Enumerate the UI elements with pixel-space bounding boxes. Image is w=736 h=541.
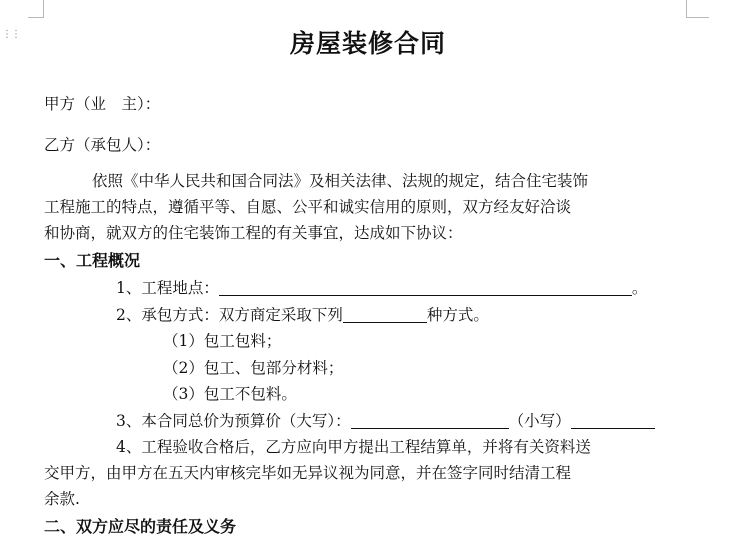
contract-method-blank[interactable] [343, 306, 427, 323]
item-2 [116, 304, 489, 326]
item-4-line-2: 交甲方，由甲方在五天内审核完毕如无异议视为同意，并在签字同时结清工程 [44, 464, 572, 482]
intro-line-3: 和协商，就双方的住宅装饰工程的有关事宜，达成如下协议： [44, 224, 463, 242]
item-3-prefix: 3、本合同总价为预算价（大写）： [116, 412, 351, 430]
option-1: （1）包工包料； [163, 332, 282, 350]
item-2-prefix: 2、承包方式：双方商定采取下列 [116, 306, 343, 324]
item-2-suffix: 种方式。 [426, 306, 489, 324]
intro-line-1: 依照《中华人民共和国合同法》及相关法律、法规的规定，结合住宅装饰 [92, 172, 589, 190]
item-4-line-3: 余款. [44, 490, 80, 508]
item-4-line-1: 4、工程验收合格后，乙方应向甲方提出工程结算单，并将有关资料送 [116, 438, 591, 456]
work-location-blank[interactable] [219, 279, 632, 296]
intro-line-2: 工程施工的特点，遵循平等、自愿、公平和诚实信用的原则，双方经友好洽谈 [44, 198, 572, 216]
total-price-lowercase-blank[interactable] [571, 412, 655, 429]
section-1-heading: 一、工程概况 [44, 251, 141, 270]
total-price-uppercase-blank[interactable] [351, 412, 509, 429]
option-3: （3）包工不包料。 [163, 385, 297, 403]
item-1 [116, 277, 647, 299]
item-3-mid: （小写） [508, 412, 571, 430]
document-title: 房屋装修合同 [289, 29, 446, 58]
crop-mark-top-right [686, 0, 709, 18]
section-2-heading: 二、双方应尽的责任及义务 [44, 517, 237, 536]
crop-mark-top-left [28, 0, 44, 18]
party-a-label: 甲方（业 主）： [44, 95, 161, 113]
item-3 [116, 410, 655, 432]
item-1-label: 1、工程地点： [116, 279, 219, 297]
party-b-label: 乙方（承包人）： [44, 136, 161, 154]
item-1-end: 。 [631, 279, 648, 297]
drag-handle-icon[interactable]: ⋮⋮ [2, 29, 20, 40]
option-2: （2）包工、包部分材料； [163, 359, 344, 377]
